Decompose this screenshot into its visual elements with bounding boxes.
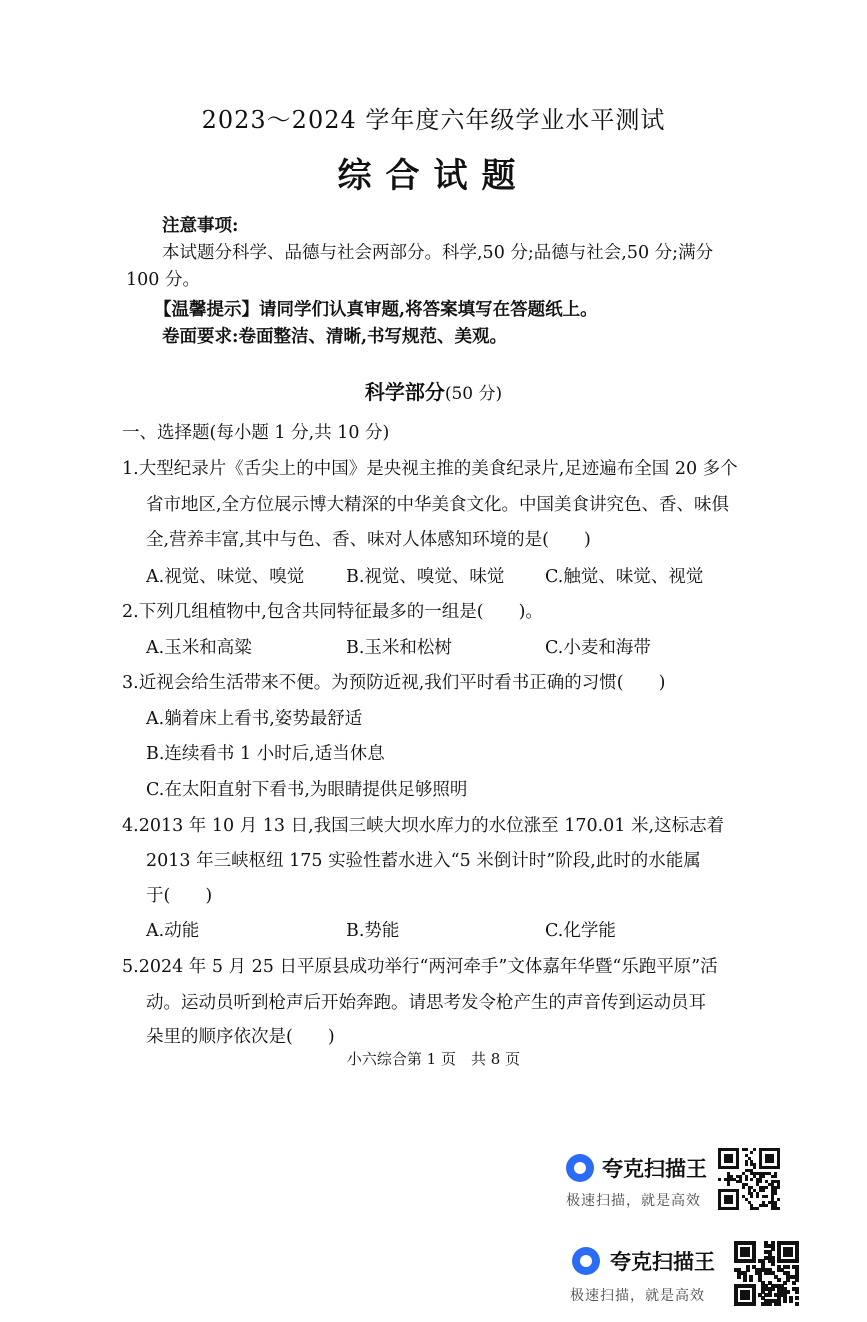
- qr-code-icon: [734, 1241, 798, 1305]
- qr-module: [774, 1192, 777, 1195]
- qr-module: [727, 1183, 730, 1186]
- qr-module: [730, 1201, 733, 1204]
- qr-module: [765, 1204, 768, 1207]
- q1-line-3: 全,营养丰富,其中与色、香、味对人体感知环境的是( ): [146, 530, 591, 550]
- qr-module: [777, 1186, 780, 1189]
- notice-tip: [154, 296, 598, 321]
- qr-module: [750, 1195, 753, 1198]
- qr-module: [753, 1166, 756, 1169]
- q2-option-a: A.玉米和高粱: [146, 638, 252, 658]
- q3-option-c: C.在太阳直射下看书,为眼睛提供足够照明: [146, 780, 468, 800]
- paper-title: 综合试题: [337, 156, 530, 196]
- qr-module: [737, 1275, 741, 1279]
- qr-module: [777, 1198, 780, 1201]
- q3-line-1: 3.近视会给生活带来不便。为预防近视,我们平时看书正确的习惯( ): [122, 673, 666, 693]
- tip-label: 【温馨提示】: [154, 300, 259, 320]
- qr-module: [759, 1180, 762, 1183]
- qr-module: [765, 1195, 768, 1198]
- qr-module: [736, 1207, 739, 1210]
- qr-module: [777, 1278, 781, 1282]
- notice-requirement: 卷面要求:卷面整洁、清晰,书写规范、美观。: [162, 327, 508, 347]
- tip-text: 请同学们认真审题,将答案填写在答题纸上。: [259, 300, 598, 320]
- qr-module: [795, 1296, 799, 1300]
- quark-logo-icon: [572, 1247, 600, 1275]
- section-points: (50 分): [444, 384, 503, 404]
- qr-module: [718, 1178, 721, 1181]
- qr-module: [777, 1207, 780, 1210]
- watermark-slogan: 极速扫描，就是高效: [566, 1193, 701, 1209]
- q1-option-c: C.触觉、味觉、视觉: [545, 567, 704, 587]
- q5-line-2: 动。运动员听到枪声后开始奔跑。请思考发令枪产生的声音传到运动员耳: [146, 993, 706, 1013]
- qr-module: [745, 1148, 748, 1151]
- qr-module: [768, 1293, 772, 1297]
- qr-module: [752, 1259, 756, 1263]
- qr-module: [750, 1151, 753, 1154]
- q2-option-c: C.小麦和海带: [545, 638, 651, 658]
- qr-module: [777, 1166, 780, 1169]
- qr-module: [749, 1278, 753, 1282]
- qr-module: [762, 1175, 765, 1178]
- notice-line-1: 本试题分科学、品德与社会两部分。科学,50 分;品德与社会,50 分;满分: [162, 243, 714, 263]
- q1-line-2: 省市地区,全方位展示博大精深的中华美食文化。中国美食讲究色、香、味俱: [146, 495, 730, 515]
- q3-option-b: B.连续看书 1 小时后,适当休息: [146, 744, 385, 764]
- notice-line-2: 100 分。: [126, 270, 200, 290]
- q5-line-3: 朵里的顺序依次是( ): [146, 1027, 335, 1047]
- q5-line-1: 5.2024 年 5 月 25 日平原县成功举行“两河牵手”文体嘉年华暨“乐跑平原”活: [122, 957, 718, 977]
- q2-option-b: B.玉米和松树: [346, 638, 452, 658]
- q4-line-3: 于( ): [146, 886, 213, 906]
- qr-module: [756, 1207, 759, 1210]
- q1-option-b: B.视觉、嗅觉、味觉: [346, 567, 505, 587]
- qr-code-icon: [718, 1148, 780, 1210]
- qr-module: [771, 1262, 775, 1266]
- watermark-slogan: 极速扫描，就是高效: [570, 1288, 705, 1304]
- qr-module: [792, 1281, 796, 1285]
- quark-logo-icon: [566, 1154, 594, 1182]
- qr-module: [771, 1160, 774, 1163]
- qr-module: [742, 1186, 745, 1189]
- q2-line-1: 2.下列几组植物中,包含共同特征最多的一组是( )。: [122, 602, 543, 622]
- qr-module: [795, 1290, 799, 1294]
- q1-option-a: A.视觉、味觉、嗅觉: [146, 567, 305, 587]
- qr-module: [783, 1299, 787, 1303]
- q1-line-1: 1.大型纪录片《舌尖上的中国》是央视主推的美食纪录片,足迹遍布全国 20 多个: [122, 459, 738, 479]
- qr-module: [752, 1302, 756, 1306]
- qr-module: [789, 1299, 793, 1303]
- qr-module: [746, 1253, 750, 1257]
- qr-module: [745, 1163, 748, 1166]
- qr-module: [745, 1178, 748, 1181]
- qr-module: [789, 1253, 793, 1257]
- qr-module: [750, 1178, 753, 1181]
- q4-line-1: 4.2013 年 10 月 13 日,我国三峡大坝水库力的水位涨至 170.01 米,这标志着: [122, 816, 725, 836]
- qr-module: [795, 1302, 799, 1306]
- qr-module: [768, 1302, 772, 1306]
- q3-option-a: A.躺着床上看书,姿势最舒适: [146, 709, 363, 729]
- q4-option-b: B.势能: [346, 921, 400, 941]
- q4-line-2: 2013 年三峡枢纽 175 实验性蓄水进入“5 米倒计时”阶段,此时的水能属: [146, 851, 701, 871]
- qr-module: [746, 1296, 750, 1300]
- part-heading: 一、选择题(每小题 1 分,共 10 分): [122, 423, 390, 443]
- watermark-name: 夸克扫描王: [602, 1157, 707, 1181]
- qr-module: [795, 1259, 799, 1263]
- qr-module: [765, 1186, 768, 1189]
- section-title: [0, 376, 867, 405]
- section-name: 科学部分: [364, 380, 445, 404]
- watermark-name: 夸克扫描王: [610, 1250, 715, 1274]
- exam-title: 2023～2024 学年度六年级学业水平测试: [201, 106, 666, 134]
- qr-module: [753, 1148, 756, 1151]
- page-footer: 小六综合第 1 页 共 8 页: [346, 1050, 521, 1068]
- qr-module: [786, 1265, 790, 1269]
- qr-module: [736, 1166, 739, 1169]
- q4-option-a: A.动能: [146, 921, 200, 941]
- qr-module: [730, 1160, 733, 1163]
- qr-module: [762, 1189, 765, 1192]
- qr-module: [774, 1175, 777, 1178]
- qr-module: [756, 1195, 759, 1198]
- qr-module: [743, 1278, 747, 1282]
- q4-option-c: C.化学能: [545, 921, 616, 941]
- notice-heading: 注意事项:: [162, 216, 239, 236]
- qr-module: [777, 1302, 781, 1306]
